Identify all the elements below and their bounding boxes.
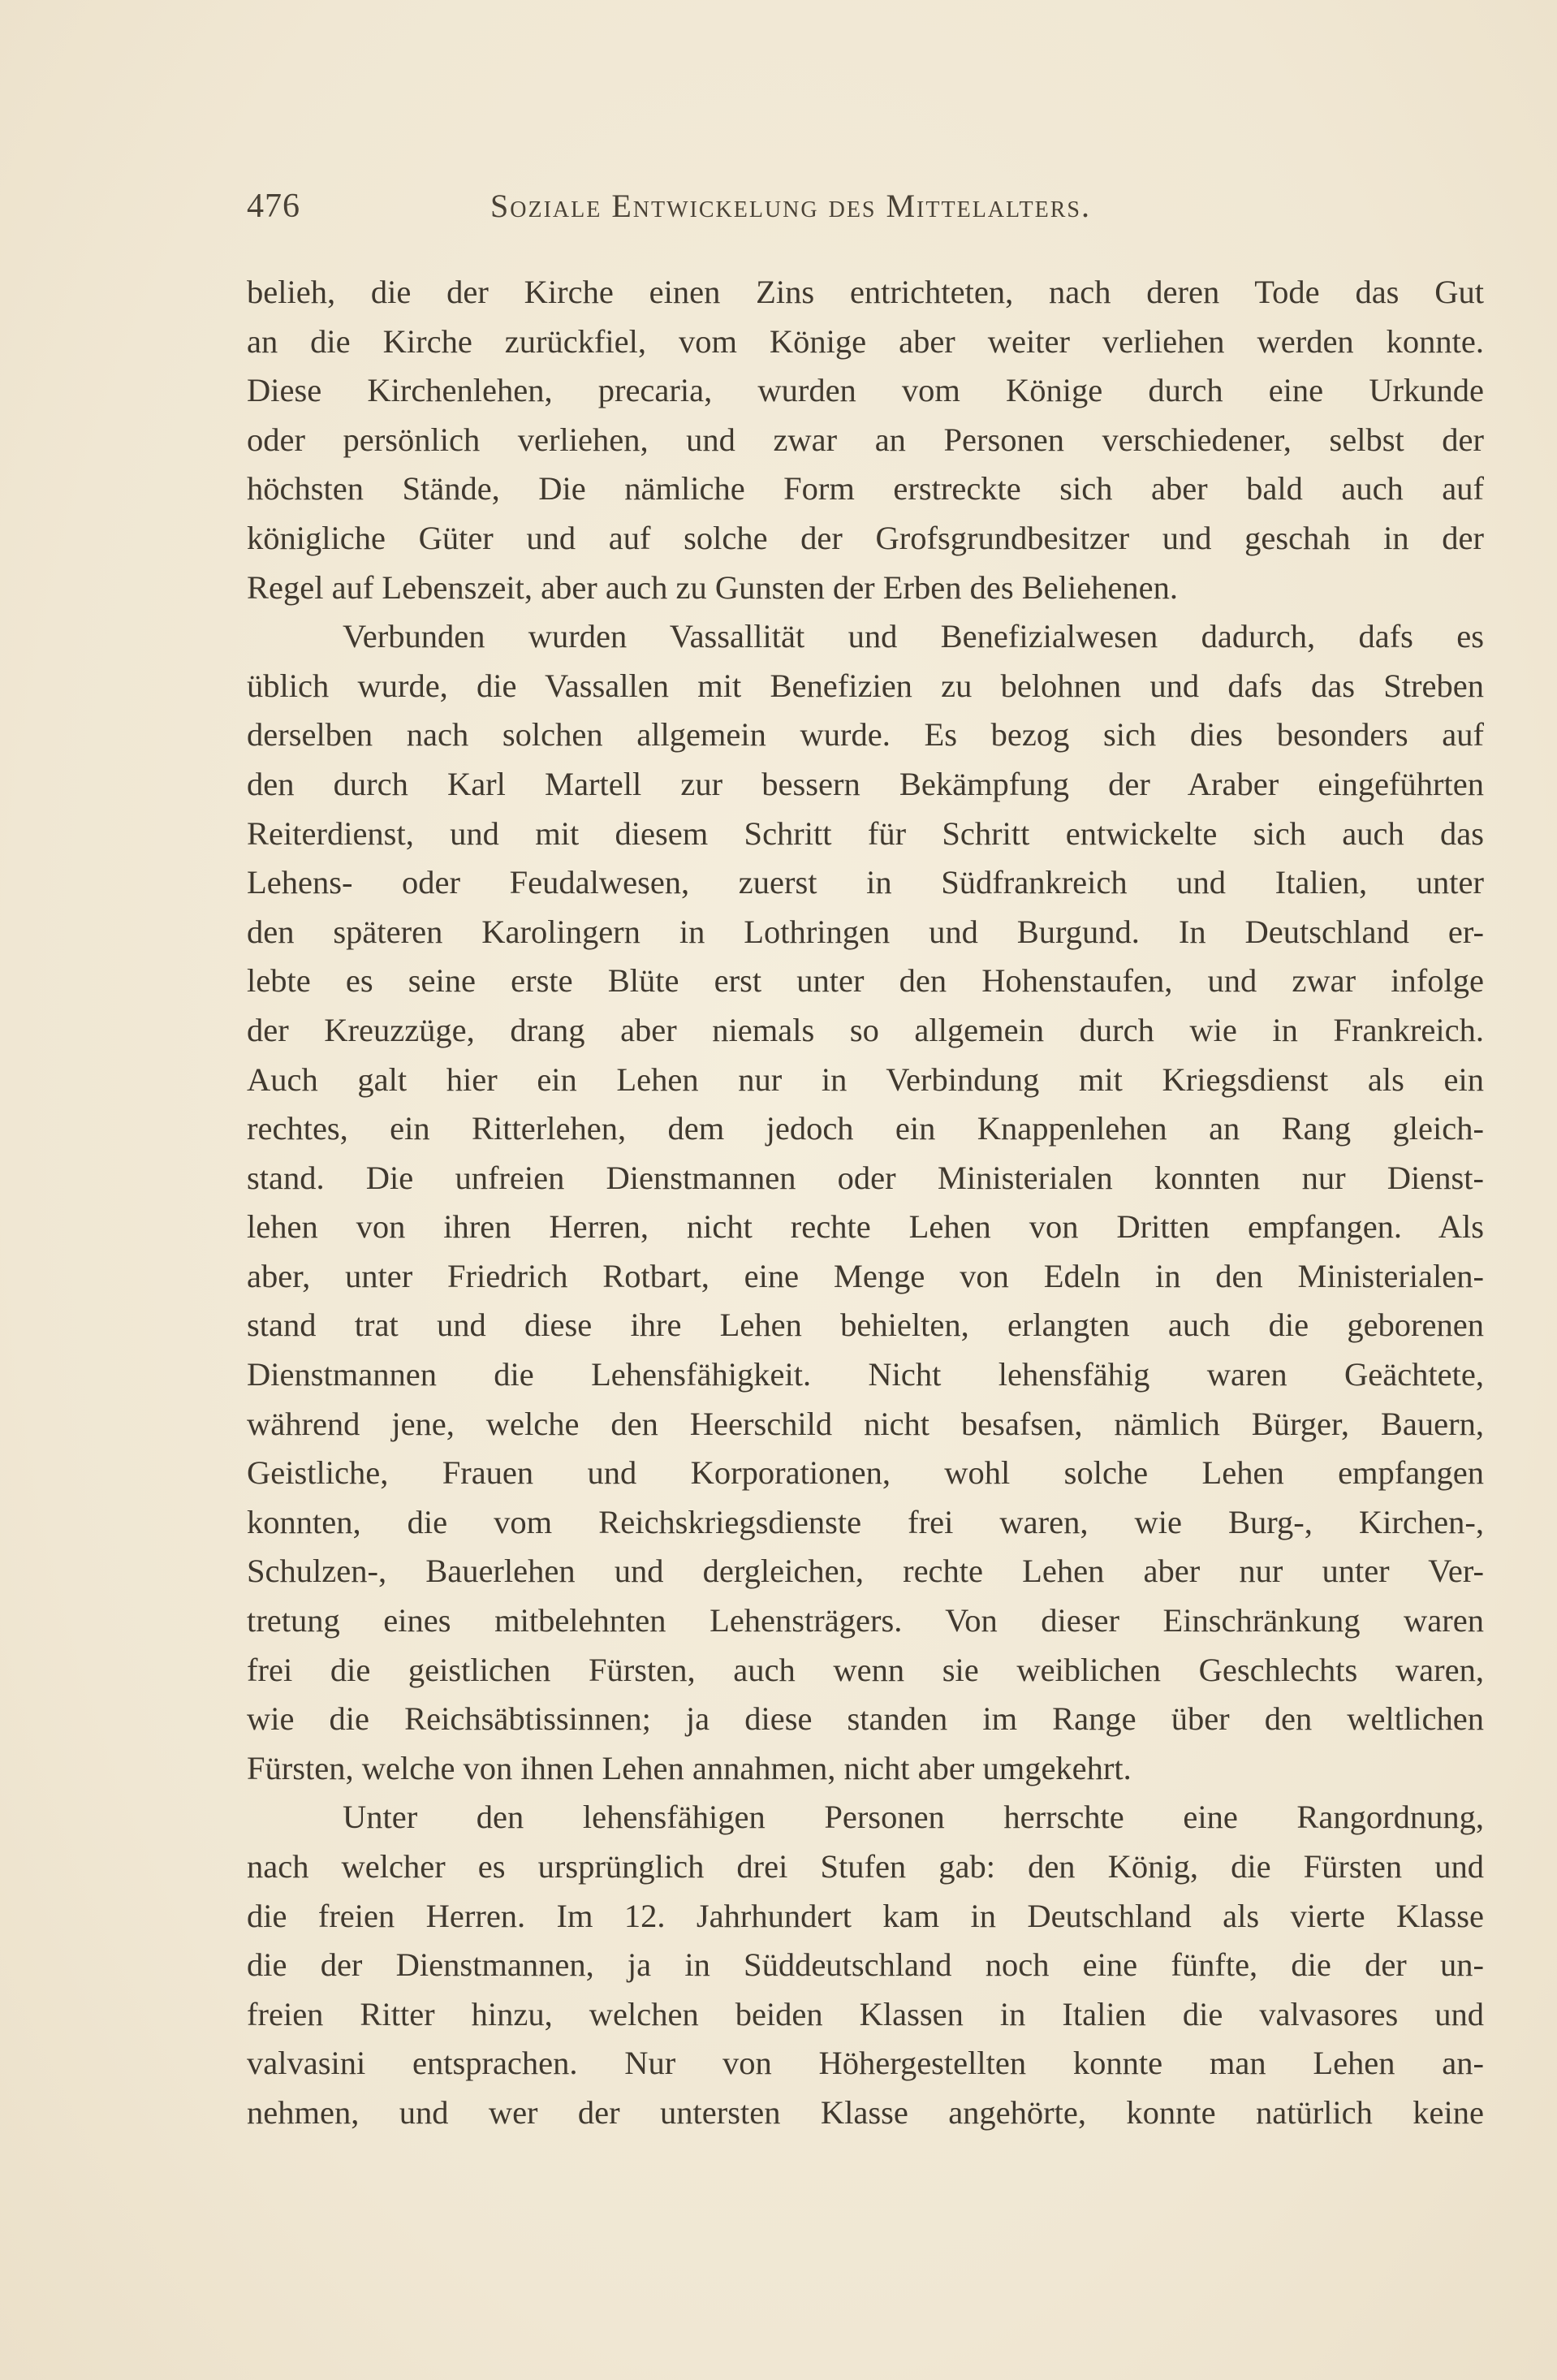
text-line: Unter den lehensfähigen Personen herrschte eine Rangordnung, <box>343 1799 1484 1836</box>
text-line: den späteren Karolingern in Lothringen und Burgund. In Deutschland er- <box>247 913 1484 950</box>
text-line: den durch Karl Martell zur bessern Bekämpfung der Araber eingeführten <box>247 765 1484 802</box>
page-number: 476 <box>247 188 300 225</box>
text-line: stand. Die unfreien Dienstmannen oder Ministerialen konnten nur Dienst- <box>247 1159 1484 1196</box>
text-line: Fürsten, welche von ihnen Lehen annahmen, nicht aber umgekehrt. <box>247 1749 1132 1786</box>
text-line: üblich wurde, die Vassallen mit Benefizien zu belohnen und dafs das Streben <box>247 667 1484 704</box>
text-line: der Kreuzzüge, drang aber niemals so allgemein durch wie in Frankreich. <box>247 1011 1484 1048</box>
text-line: wie die Reichsäbtissinnen; ja diese standen im Range über den weltlichen <box>247 1700 1484 1738</box>
page-header <box>247 187 1270 244</box>
text-line: frei die geistlichen Fürsten, auch wenn sie weiblichen Geschlechts waren, <box>247 1651 1484 1688</box>
text-line: die freien Herren. Im 12. Jahrhundert kam in Deutschland als vierte Klasse <box>247 1897 1484 1934</box>
text-line: die der Dienstmannen, ja in Süddeutschland noch eine fünfte, die der un- <box>247 1946 1484 1984</box>
text-line: Lehens- oder Feudalwesen, zuerst in Südfrankreich und Italien, unter <box>247 864 1484 901</box>
text-line: königliche Güter und auf solche der Grofsgrundbesitzer und geschah in der <box>247 519 1484 556</box>
text-line: Reiterdienst, und mit diesem Schritt für Schritt entwickelte sich auch das <box>247 814 1484 852</box>
text-line: oder persönlich verliehen, und zwar an Personen verschiedener, selbst der <box>247 421 1484 458</box>
text-line: Regel auf Lebenszeit, aber auch zu Gunsten der Erben des Beliehenen. <box>247 568 1179 606</box>
text-line: valvasini entsprachen. Nur von Höhergestellten konnte man Lehen an- <box>247 2045 1484 2082</box>
text-line: Dienstmannen die Lehensfähigkeit. Nicht lehensfähig waren Geächtete, <box>247 1356 1484 1393</box>
text-line: konnten, die vom Reichskriegsdienste frei waren, wie Burg-, Kirchen-, <box>247 1503 1484 1540</box>
text-line: Schulzen-, Bauerlehen und dergleichen, rechte Lehen aber nur unter Ver- <box>247 1553 1484 1590</box>
text-line: höchsten Stände, Die nämliche Form erstreckte sich aber bald auch auf <box>247 470 1484 508</box>
running-title: Soziale Entwickelung des Mittelalters. <box>490 188 1092 224</box>
text-line: lebte es seine erste Blüte erst unter den Hohenstaufen, und zwar infolge <box>247 962 1484 1000</box>
text-line: lehen von ihren Herren, nicht rechte Lehen von Dritten empfangen. Als <box>247 1208 1484 1246</box>
text-line: aber, unter Friedrich Rotbart, eine Menge von Edeln in den Ministerialen- <box>247 1257 1484 1294</box>
text-line: tretung eines mitbelehnten Lehensträgers. Von dieser Einschränkung waren <box>247 1602 1484 1639</box>
text-line: Verbunden wurden Vassallität und Benefizialwesen dadurch, dafs es <box>343 618 1484 655</box>
text-line: freien Ritter hinzu, welchen beiden Klassen in Italien die valvasores und <box>247 1995 1484 2032</box>
text-line: Geistliche, Frauen und Korporationen, wohl solche Lehen empfangen <box>247 1454 1484 1492</box>
text-line: nehmen, und wer der untersten Klasse angehörte, konnte natürlich keine <box>247 2093 1484 2131</box>
text-line: belieh, die der Kirche einen Zins entrichteten, nach deren Tode das Gut <box>247 274 1484 310</box>
text-line: Diese Kirchenlehen, precaria, wurden vom Könige durch eine Urkunde <box>247 372 1484 409</box>
text-line: stand trat und diese ihre Lehen behielten, erlangten auch die geborenen <box>247 1307 1484 1344</box>
text-line: derselben nach solchen allgemein wurde. Es bezog sich dies besonders auf <box>247 716 1484 754</box>
text-line: an die Kirche zurückfiel, vom Könige aber weiter verliehen werden konnte. <box>247 322 1484 360</box>
text-line: rechtes, ein Ritterlehen, dem jedoch ein Knappenlehen an Rang gleich- <box>247 1110 1484 1147</box>
text-line: nach welcher es ursprünglich drei Stufen gab: den König, die Fürsten und <box>247 1848 1484 1885</box>
text-line: Auch galt hier ein Lehen nur in Verbindung mit Kriegsdienst als ein <box>247 1060 1484 1098</box>
body-text <box>247 268 1484 2138</box>
text-line: während jene, welche den Heerschild nicht besafsen, nämlich Bürger, Bauern, <box>247 1405 1484 1442</box>
